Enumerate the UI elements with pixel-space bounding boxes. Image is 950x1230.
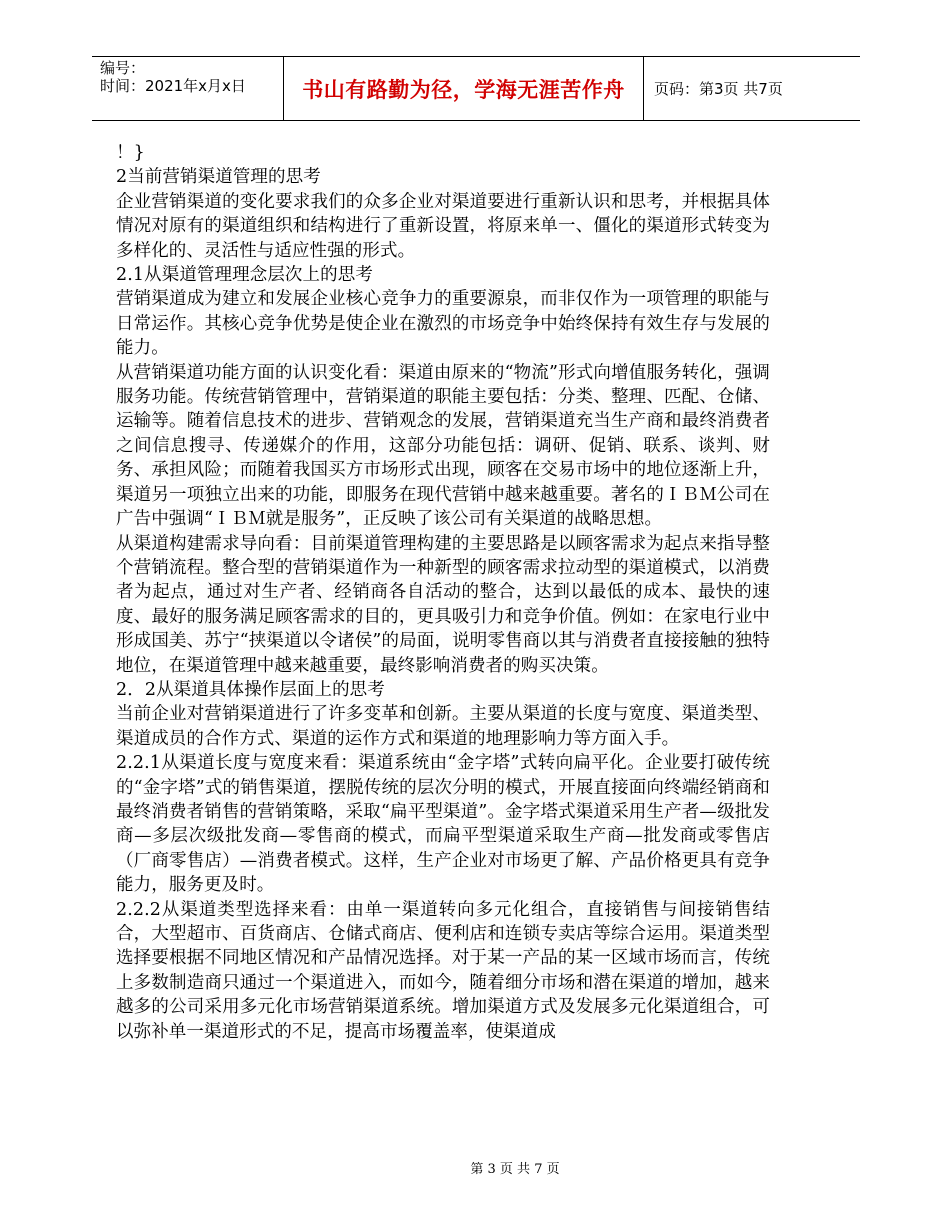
- body-paragraph: 从营销渠道功能方面的认识变化看：渠道由原来的“物流”形式向增值服务转化，强调服务功能。传统营销管理中，营销渠道的职能主要包括：分类、整理、匹配、仓储、运输等。随着信息技术的进步、营销观念的发展，营销渠道充当生产商和最终消费者之间信息搜寻、传递媒介的作用，这部分功能包括：调研、促销、联系、谈判、财务、承担风险；而随着我国买方市场形式出现，顾客在交易市场中的地位逐渐上升，渠道另一项独立出来的功能，即服务在现代营销中越来越重要。著名的ＩＢＭ公司在广告中强调“ＩＢＭ就是服务”，正反映了该公司有关渠道的战略思想。: [116, 362, 770, 530]
- body-paragraph: 2.2.1从渠道长度与宽度来看：渠道系统由“金字塔”式转向扁平化。企业要打破传统的“金字塔”式的销售渠道，摆脱传统的层次分明的模式，开展直接面向终端经销商和最终消费者销售的营销策略，采取“扁平型渠道”。金字塔式渠道采用生产者—级批发商—多层次级批发商—零售商的模式，而扁平型渠道采取生产商—批发商或零售店（厂商零售店）—消费者模式。这样，生产企业对市场更了解、产品价格更具有竞争能力，服务更及时。: [116, 753, 770, 896]
- header-meta: [92, 57, 284, 120]
- section-heading: 2．2从渠道具体操作层面上的思考: [116, 679, 385, 700]
- body-paragraph: 企业营销渠道的变化要求我们的众多企业对渠道要进行重新认识和思考，并根据具体情况对原有的渠道组织和结构进行了重新设置，将原来单一、僵化的渠道形式转变为多样化的、灵活性与适应性强的形式。: [116, 191, 770, 261]
- header-page-info: 页码：第3页 共7页: [654, 80, 783, 98]
- body-paragraph: 2.2.2从渠道类型选择来看：由单一渠道转向多元化组合，直接销售与间接销售结合，大型超市、百货商店、仓储式商店、便利店和连锁专卖店等综合运用。渠道类型选择要根据不同地区情况和产品情况选择。对于某一产品的某一区域市场而言，传统上多数制造商只通过一个渠道进入，而如今，随着细分市场和潜在渠道的增加，越来越多的公司采用多元化市场营销渠道系统。增加渠道方式及发展多元化渠道组合，可以弥补单一渠道形式的不足，提高市场覆盖率，使渠道成: [116, 899, 770, 1042]
- body-paragraph: 当前企业对营销渠道进行了许多变革和创新。主要从渠道的长度与宽度、渠道类型、渠道成员的合作方式、渠道的运作方式和渠道的地理影响力等方面入手。: [116, 704, 770, 749]
- header-motto: 书山有路勤为径，学海无涯苦作舟: [284, 57, 644, 120]
- body-paragraph: 营销渠道成为建立和发展企业核心竞争力的重要源泉，而非仅作为一项管理的职能与日常运作。其核心竞争优势是使企业在激烈的市场竞争中始终保持有效生存与发展的能力。: [116, 289, 770, 359]
- page-header: [92, 56, 860, 121]
- document-date-label: 时间：2021年x月x日: [100, 77, 246, 95]
- body-paragraph: 从渠道构建需求导向看：目前渠道管理构建的主要思路是以顾客需求为起点来指导整个营销流程。整合型的营销渠道作为一种新型的顾客需求拉动型的渠道模式，以消费者为起点，通过对生产者、经销商各自活动的整合，达到以最低的成本、最快的速度、最好的服务满足顾客需求的目的，更具吸引力和竞争价值。例如：在家电行业中形成国美、苏宁“挟渠道以令诸侯”的局面，说明零售商以其与消费者直接接触的独特地位，在渠道管理中越来越重要，最终影响消费者的购买决策。: [116, 533, 770, 676]
- page-footer: 第 3 页 共 7 页: [470, 1162, 560, 1177]
- body-paragraph: ！}: [116, 143, 145, 163]
- document-number-label: 编号：: [100, 59, 146, 77]
- document-body: [116, 141, 770, 1044]
- section-heading: 2.1从渠道管理理念层次上的思考: [116, 265, 373, 286]
- section-heading: 2当前营销渠道管理的思考: [116, 167, 321, 188]
